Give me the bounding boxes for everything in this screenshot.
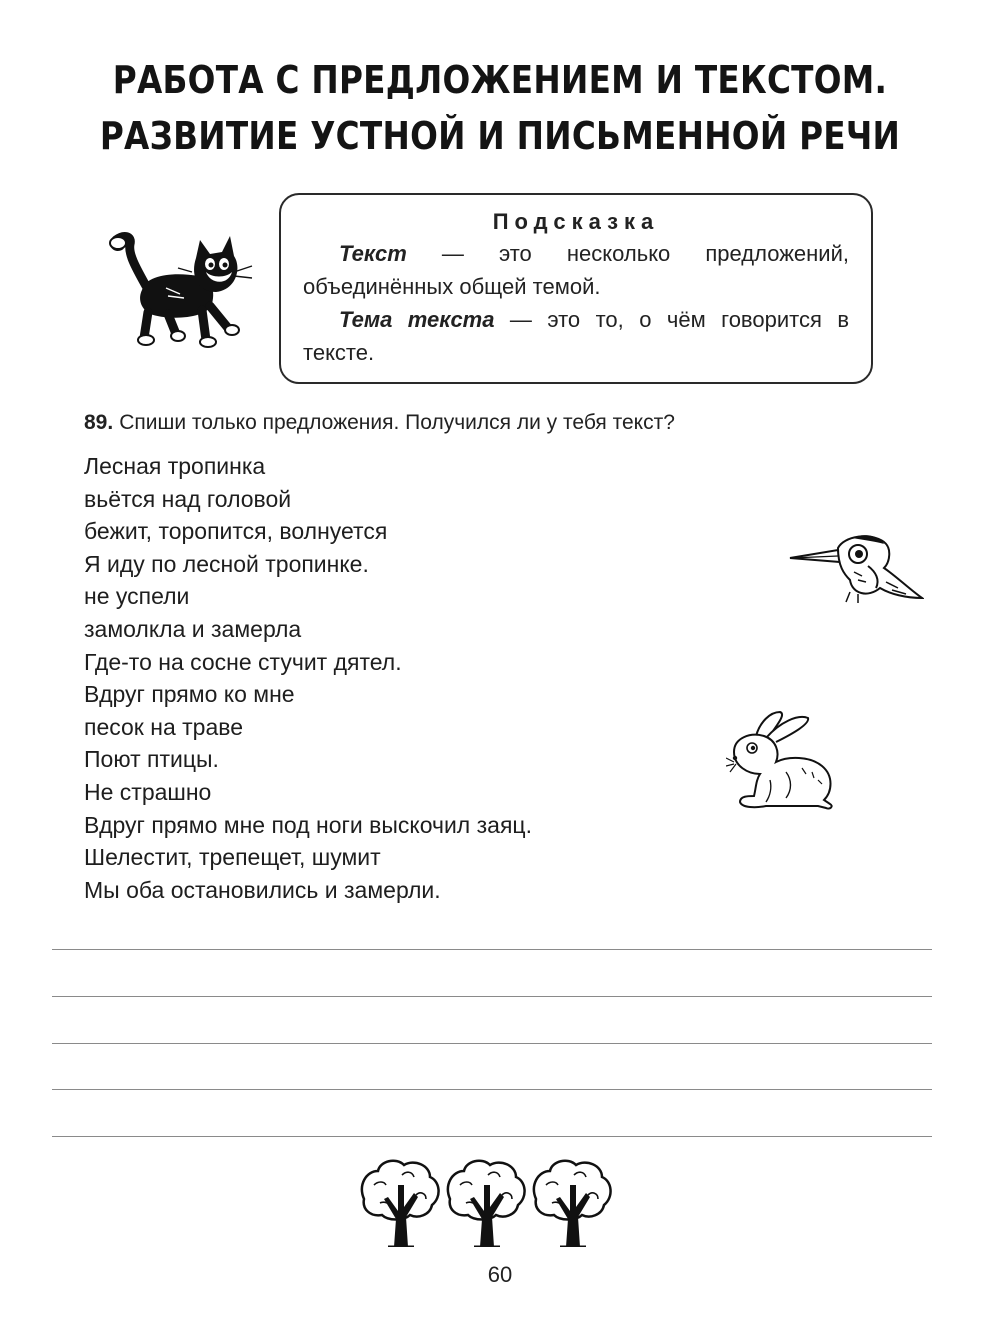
phrase-line: песок на траве — [84, 713, 244, 740]
hint-term-topic: Тема текста — [339, 307, 495, 332]
page-title — [0, 52, 1000, 164]
hare-icon — [726, 708, 838, 812]
writing-line — [52, 949, 932, 950]
phrase-line: Вдруг прямо ко мне — [84, 681, 295, 708]
phrase-line: Шелестит, трепещет, шумит — [84, 844, 381, 871]
phrase-line: Вдруг прямо мне под ноги выскочил заяц. — [84, 811, 532, 838]
phrase-line: Лесная тропинка — [84, 453, 266, 479]
cat-icon — [106, 228, 256, 350]
writing-line — [52, 996, 932, 997]
hint-definition-text — [303, 237, 849, 303]
woodpecker-icon — [788, 532, 924, 604]
title-line-1: РАБОТА С ПРЕДЛОЖЕНИЕМ И ТЕКСТОМ. — [112, 58, 888, 102]
hint-definition-topic-body: — это то, о чём говорится в тексте. — [303, 307, 850, 365]
phrase-line: Поют птицы. — [84, 746, 219, 773]
hint-heading: Подсказка — [492, 209, 660, 234]
writing-line — [52, 1136, 932, 1137]
title-line-2: РАЗВИТИЕ УСТНОЙ И ПИСЬМЕННОЙ РЕЧИ — [99, 114, 901, 158]
hint-term-text: Текст — [339, 241, 407, 266]
phrase-line: Я иду по лесной тропинке. — [84, 550, 369, 577]
phrase-line: вьётся над головой — [84, 485, 292, 512]
writing-line — [52, 1043, 932, 1044]
hint-definition-topic — [303, 303, 849, 369]
phrase-line: Где-то на сосне стучит дятел. — [84, 648, 402, 675]
phrase-line: Не страшно — [84, 778, 212, 805]
writing-line — [52, 1089, 932, 1090]
task-89 — [84, 408, 675, 438]
task-text: Спиши только предложения. Получился ли у тебя текст? — [119, 411, 675, 434]
phrase-list — [84, 450, 532, 906]
phrase-line: не успели — [84, 583, 190, 610]
hint-box — [279, 193, 873, 384]
task-number: 89. — [84, 411, 114, 434]
phrase-line: замолкла и замерла — [84, 615, 302, 642]
phrase-line: Мы оба остановились и замерли. — [84, 876, 441, 903]
phrase-line: бежит, торопится, волнуется — [84, 518, 388, 545]
hint-definition-text-body: — это несколько предложений, объединённых общей темой. — [303, 241, 849, 299]
page-number: 60 — [487, 1262, 513, 1287]
tree-icon — [358, 1155, 618, 1247]
